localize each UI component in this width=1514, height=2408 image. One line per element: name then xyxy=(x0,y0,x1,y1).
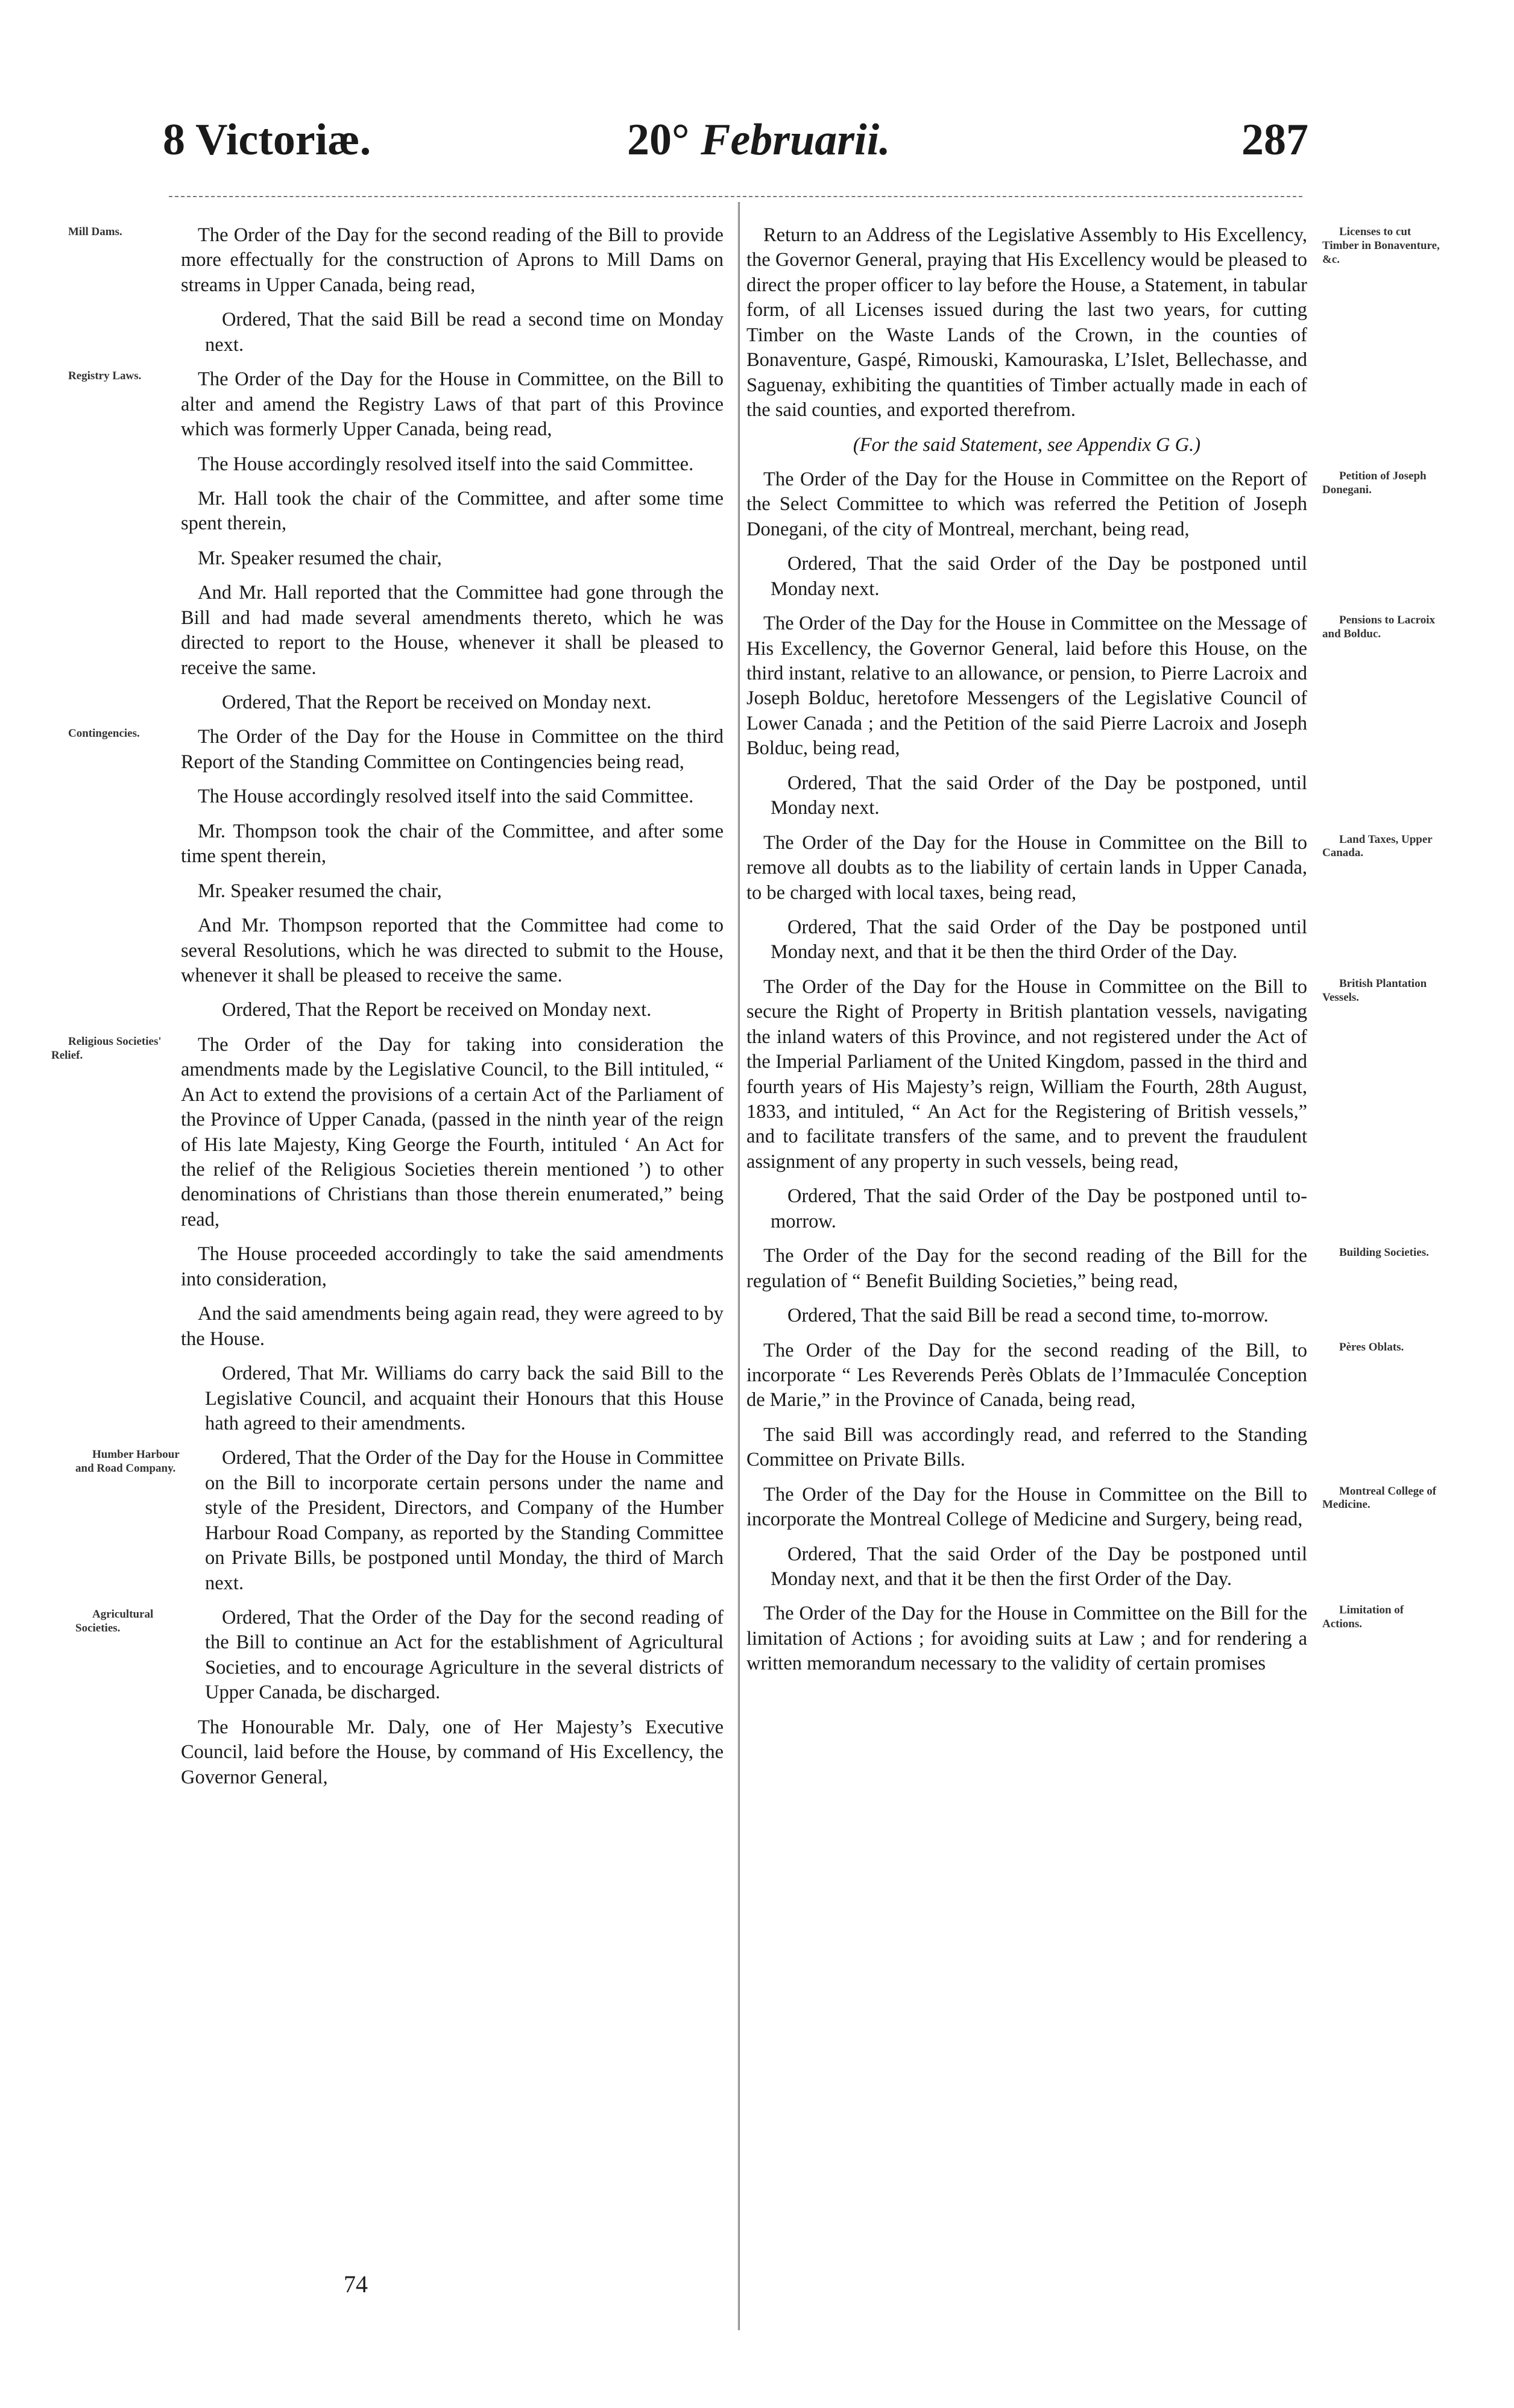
paragraph-text: The Order of the Day for the House in Committee on the Bill for the limitation of Actions ; for avoiding suits at Law ; and for rendering a written memorandum necessary to the validity of certain promises xyxy=(746,1603,1307,1675)
page-date xyxy=(627,115,891,166)
journal-paragraph xyxy=(181,487,724,537)
margin-note: Contingencies. xyxy=(68,727,140,740)
paragraph-text: And Mr. Thompson reported that the Committee had come to several Resolutions, which he was directed to submit to the House, whenever it shall be pleased to receive the same. xyxy=(181,915,724,986)
paragraph-text: The Honourable Mr. Daly, one of Her Majesty’s Executive Council, laid before the House, by command of His Excellency, the Governor General, xyxy=(181,1716,724,1788)
margin-note: Pères Oblats. xyxy=(1339,1340,1404,1354)
paragraph-text: Ordered, That the Order of the Day for the second reading of the Bill to continue an Act for the establishment of Agricultural Societies, and to encourage Agriculture in the several districts of Upper Canada, be discharged. xyxy=(205,1607,724,1704)
signature-mark: 74 xyxy=(344,2271,368,2298)
date-month: Februarii. xyxy=(701,115,891,165)
journal-paragraph xyxy=(75,1446,724,1596)
journal-paragraph xyxy=(746,1601,1404,1676)
page-number: 287 xyxy=(1241,115,1308,165)
paragraph-text: The House accordingly resolved itself into the said Committee. xyxy=(198,786,694,808)
margin-note: Mill Dams. xyxy=(68,225,122,238)
margin-note: Land Taxes, Upper Canada. xyxy=(1322,833,1433,860)
paragraph-text: The House accordingly resolved itself into the said Committee. xyxy=(198,453,694,475)
paragraph-text: The Order of the Day for the House in Committee, on the Bill to alter and amend the Registry Laws of that part of this Province which was formerly Upper Canada, being read, xyxy=(181,368,724,441)
paragraph-text: The Order of the Day for the second reading of the Bill for the regulation of “ Benefit Building Societies,” being read, xyxy=(746,1245,1307,1292)
journal-paragraph xyxy=(181,581,724,681)
journal-paragraph xyxy=(771,552,1307,602)
journal-paragraph xyxy=(181,784,724,809)
journal-paragraph xyxy=(205,307,724,358)
journal-paragraph xyxy=(181,452,724,477)
paragraph-text: The Order of the Day for the second reading of the Bill to provide more effectually for the construction of Aprons to Mill Dams on streams in Upper Canada, being read, xyxy=(181,224,724,296)
margin-note: Licenses to cut Timber in Bonaventure, &c. xyxy=(1322,225,1440,266)
margin-note: Pensions to Lacroix and Bolduc. xyxy=(1322,614,1436,640)
journal-paragraph xyxy=(746,1423,1307,1473)
paragraph-text: (For the said Statement, see Appendix G G.) xyxy=(853,433,1201,456)
journal-paragraph xyxy=(771,1303,1307,1328)
paragraph-text: Ordered, That Mr. Williams do carry back the said Bill to the Legislative Council, and acquaint their Honours that this House hath agreed to their amendments. xyxy=(205,1363,724,1434)
paragraph-text: Ordered, That the said Bill be read a second time on Monday next. xyxy=(205,309,724,356)
journal-paragraph xyxy=(181,913,724,988)
paragraph-text: Ordered, That the said Order of the Day be postponed until Monday next. xyxy=(771,553,1307,600)
journal-paragraph xyxy=(75,1606,724,1706)
paragraph-text: And Mr. Hall reported that the Committee had gone through the Bill and had made several amendments thereto, which he was directed to report to the House, whenever it shall be pleased to receive the same. xyxy=(181,582,724,679)
paragraph-text: The Order of the Day for taking into consideration the amendments made by the Legislative Council, to the Bill intituled, “ An Act to extend the provisions of a certain Act of the Parliament of the Province of Upper Canada, (passed in the ninth year of the reign of His late Majesty, King George the Fourth, intituled ‘ An Act for the relief of the Religious Societies therein mentioned ’) to other denominations of Christians than those therein enumerated,” being read, xyxy=(181,1033,724,1231)
journal-paragraph xyxy=(771,915,1307,965)
journal-paragraph xyxy=(771,1542,1307,1592)
journal-paragraph xyxy=(205,1361,724,1436)
margin-note: Building Societies. xyxy=(1339,1246,1429,1259)
paragraph-text: Ordered, That the said Order of the Day be postponed until to-morrow. xyxy=(771,1185,1307,1232)
journal-paragraph xyxy=(68,725,724,775)
journal-paragraph xyxy=(771,771,1307,821)
margin-note: Humber Harbour and Road Company. xyxy=(75,1448,180,1475)
paragraph-text: Ordered, That the Order of the Day for the House in Committee on the Bill to incorporate certain persons under the name and style of the President, Directors, and Company of the Humber Harbour Road Company, as reported by the Standing Committee on Private Bills, be postponed until Monday, the third of March next. xyxy=(205,1447,724,1594)
paragraph-text: The House proceeded accordingly to take the said amendments into consideration, xyxy=(181,1243,724,1290)
paragraph-text: Mr. Speaker resumed the chair, xyxy=(198,547,442,569)
journal-paragraph xyxy=(181,546,724,571)
journal-paragraph xyxy=(746,223,1440,423)
margin-note: Agricultural Societies. xyxy=(75,1608,154,1634)
paragraph-text: Mr. Speaker resumed the chair, xyxy=(198,880,442,902)
journal-paragraph xyxy=(746,1244,1429,1294)
paragraph-text: The Order of the Day for the House in Committee on the Bill to incorporate the Montreal College of Medicine and Surgery, being read, xyxy=(746,1483,1307,1531)
left-column xyxy=(51,223,724,1800)
margin-note: Registry Laws. xyxy=(68,370,142,383)
paragraph-text: The Order of the Day for the House in Committee on the Message of His Excellency, the Governor General, laid before this House, on the third instant, relative to an allowance, or pension, to Pierre Lacroix and Joseph Bolduc, heretofore Messengers of the Legislative Council of Lower Canada ; and the Petition of the said Pierre Lacroix and Joseph Bolduc, being read, xyxy=(746,613,1307,760)
date-day: 20° xyxy=(627,115,690,165)
regnal-year: 8 Victoriæ. xyxy=(163,115,371,165)
journal-paragraph xyxy=(181,819,724,869)
paragraph-text: Ordered, That the said Bill be read a second time, to-morrow. xyxy=(787,1305,1269,1327)
paragraph-text: And the said amendments being again read, they were agreed to by the House. xyxy=(181,1303,724,1350)
margin-note: Religious Societies' Relief. xyxy=(51,1035,162,1062)
page-header xyxy=(163,115,1308,175)
paragraph-text: The Order of the Day for the House in Committee on the Bill to remove all doubts as to the liability of certain lands in Upper Canada, to be charged with local taxes, being read, xyxy=(746,831,1307,904)
journal-paragraph xyxy=(181,1715,724,1790)
journal-paragraph xyxy=(746,467,1427,542)
journal-paragraph xyxy=(68,223,724,298)
margin-note: British Plantation Vessels. xyxy=(1322,977,1427,1004)
journal-paragraph xyxy=(181,1242,724,1292)
paragraph-text: The Order of the Day for the House in Committee on the third Report of the Standing Committee on Contingencies being read, xyxy=(181,726,724,773)
journal-paragraph xyxy=(746,433,1307,458)
paragraph-text: Ordered, That the said Order of the Day be postponed, until Monday next. xyxy=(771,772,1307,819)
paragraph-text: Ordered, That the Report be received on Monday next. xyxy=(222,999,652,1021)
paragraph-text: The Order of the Day for the second reading of the Bill, to incorporate “ Les Reverends Perès Oblats de l’Immaculée Conception de Marie,” in the Province of Canada, being read, xyxy=(746,1339,1307,1411)
paragraph-text: Ordered, That the said Order of the Day be postponed until Monday next, and that it be then the first Order of the Day. xyxy=(771,1543,1307,1590)
paragraph-text: The Order of the Day for the House in Committee on the Bill to secure the Right of Property in British plantation vessels, navigating the inland waters of this Province, and not registered under the Act of the Imperial Parliament of the United Kingdom, passed in the third and fourth years of His Majesty’s reign, William the Fourth, 28th August, 1833, and intituled, “ An Act for the Registering of British vessels,” and to facilitate transfers of the same, and to prevent the fraudulent assignment of any property in such vessels, being read, xyxy=(746,975,1307,1173)
journal-paragraph xyxy=(746,975,1427,1175)
journal-paragraph xyxy=(181,879,724,904)
margin-note: Montreal College of Medicine. xyxy=(1322,1484,1437,1511)
column-divider xyxy=(738,202,740,2330)
paragraph-text: Ordered, That the said Order of the Day be postponed until Monday next, and that it be then the third Order of the Day. xyxy=(771,916,1307,963)
paragraph-text: The Order of the Day for the House in Committee on the Report of the Select Committee to which was referred the Petition of Joseph Donegani, of the city of Montreal, merchant, being read, xyxy=(746,468,1307,540)
journal-paragraph xyxy=(51,1033,724,1233)
journal-paragraph xyxy=(771,1184,1307,1234)
header-rule xyxy=(169,196,1302,197)
journal-paragraph xyxy=(205,998,724,1023)
margin-note: Petition of Joseph Donegani. xyxy=(1322,469,1427,496)
paragraph-text: Return to an Address of the Legislative Assembly to His Excellency, the Governor General, praying that His Excellency would be pleased to direct the proper officer to lay before the House, a Statement, in tabular form, of all Licenses issued during the last two years, for cutting Timber on the Waste Lands of the Crown, in the counties of Bonaventure, Gaspé, Rimouski, Kamouraska, L’Islet, Bellechasse, and Saguenay, exhibiting the quantities of Timber actually made in each of the said counties, and exported therefrom. xyxy=(746,224,1307,421)
paragraph-text: Ordered, That the Report be received on Monday next. xyxy=(222,692,652,713)
right-column xyxy=(746,223,1440,1686)
paragraph-text: Mr. Hall took the chair of the Committee, and after some time spent therein, xyxy=(181,487,724,535)
paragraph-text: Mr. Thompson took the chair of the Committee, and after some time spent therein, xyxy=(181,820,724,868)
journal-paragraph xyxy=(68,367,724,442)
journal-paragraph xyxy=(746,1483,1437,1533)
journal-paragraph xyxy=(181,1302,724,1352)
journal-paragraph xyxy=(205,690,724,715)
paragraph-text: The said Bill was accordingly read, and referred to the Standing Committee on Private Bills. xyxy=(746,1423,1307,1471)
journal-paragraph xyxy=(746,611,1436,761)
journal-paragraph xyxy=(746,831,1433,906)
journal-paragraph xyxy=(746,1338,1404,1413)
margin-note: Limitation of Actions. xyxy=(1322,1604,1404,1631)
